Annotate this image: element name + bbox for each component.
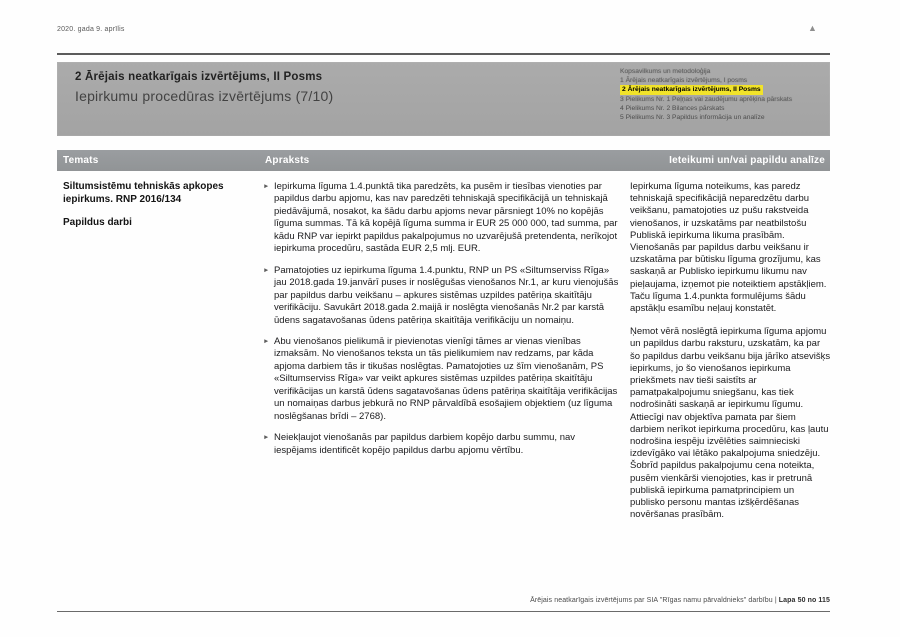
bullet-text: Pamatojoties uz iepirkuma līguma 1.4.punktu, RNP un PS «Siltumserviss Rīga» jau 2018.gada 19.janvārī puses ir noslēgušas vienošanos Nr.1, ar kuru vienojušās par papildus darbu veikšanu – apkures sistēmas uzpildes patēriņa skaitītāju verifikāciju. Savukārt 2018.gada 2.maijā ir noslēgta vienošanās Nr.2 par karstā ūdens sagatavošanas ūdens patēriņa skaitītāja verifikāciju un nomaiņu. — [274, 264, 619, 326]
document-date: 2020. gada 9. aprīlis — [57, 26, 125, 33]
toc-item-pielikums-1[interactable]: 3 Pielikums Nr. 1 Peļņas vai zaudējumu aprēķina pārskats — [620, 95, 793, 103]
column-header-ieteikumi: Ieteikumi un/vai papildu analīze — [669, 155, 825, 166]
bullet-triangle-icon: ► — [263, 434, 270, 442]
table-of-contents — [620, 67, 838, 122]
description-bullet — [263, 181, 620, 256]
recommendation-paragraph: Iepirkuma līguma noteikums, kas paredz tehniskajā specifikācijā neparedzētu darbu veikšanu, pamatojoties uz pušu rakstveida vienošanos, ir uzskatāms par neatbilstošu Publiskā iepirkuma likuma prasībām. Vienošanās par papildus darbu veikšanu ir uzskatāma par būtisku līguma grozījumu, kas saskaņā ar Publisko iepirkumu likumu nav pieļaujama, izņemot pie noteiktiem apstākļiem. Taču līguma 1.4.punkta formulējums šādu apstākļu esamību neļauj konstatēt. — [630, 181, 827, 315]
bullet-triangle-icon: ► — [263, 337, 270, 345]
bullet-triangle-icon: ► — [263, 183, 270, 190]
toc-item-kopsavilkums[interactable]: Kopsavilkums un metodoloģija — [620, 68, 711, 75]
description-column — [263, 181, 620, 466]
column-header-apraksts: Apraksts — [265, 155, 310, 166]
bottom-divider — [57, 611, 830, 612]
bullet-text: Abu vienošanos pielikumā ir pievienotas vienīgi tāmes ar vienas vienības izmaksām. No vienošanos teksta un tās pielikumiem nav redzams, par kāda apjoma darbiem tās ir tikušas noslēgtas. Pamatojoties uz šīm vienošanām, PS «Siltumserviss Rīga» var veikt apkures sistēmas uzpildes patēriņa skaitītāju verifikācijas un karstā ūdens sagatavošanas ūdens patēriņa skaitītāja verifikācijas un nomaiņas darbus jebkurā no RNP pārvaldībā esošajiem objektiem (uz līguma noslēgšanas brīdi – 2768). — [274, 335, 618, 422]
column-header-temats: Temats — [63, 155, 99, 166]
page-title: Iepirkumu procedūras izvērtējums (7/10) — [75, 88, 334, 104]
topic-title: Siltumsistēmu tehniskās apkopes iepirkums. RNP 2016/134 — [63, 181, 224, 205]
page-footer — [530, 597, 830, 604]
footer-report-title: Ārējais neatkarīgais izvērtējums par SIA "Rīgas namu pārvaldnieks" darbību — [530, 597, 773, 604]
footer-page-number: Lapa 50 no 115 — [778, 597, 830, 604]
top-divider — [57, 53, 830, 55]
footer-separator: | — [772, 597, 779, 604]
table-header-row — [57, 150, 830, 171]
logo-triangle-icon: ▲ — [808, 23, 817, 33]
bullet-triangle-icon: ► — [263, 266, 270, 274]
recommendations-column — [630, 181, 831, 532]
topic-column — [63, 181, 263, 228]
recommendation-paragraph: Ņemot vērā noslēgtā iepirkuma līguma apjomu un papildus darbu raksturu, uzskatām, ka par šo papildus darbu veikšanu bija jārīko atsevišķs iepirkums, jo šo vienošanos iepirkuma priekšmets nav tieši saistīts ar pamatpakalpojumu sniegšanu, kas tiek nodrošināti saskaņā ar iepirkumu līgumu. Attiecīgi nav objektīva pamata par šiem darbiem nerīkot iepirkuma procedūru, kas ļautu nodrošina iespēju izvēlēties saimnieciski izdevīgāko vai lētāko pakalpojuma sniedzēju. Šobrīd papildus pakalpojumu cena noteikta, pusēm vienkārši vienojoties, kas ir pretrunā publiskā iepirkuma pamatprincipiem un publisko personu mantas izšķērdēšanas novēršanas prasībām. — [630, 326, 831, 521]
description-bullet — [263, 432, 620, 457]
bullet-text: Neiekļaujot vienošanās par papildus darbiem kopējo darbu summu, nav iespējams identificēt kopējo papildus darbu apjomu vērtību. — [274, 432, 576, 456]
description-bullet — [263, 336, 620, 423]
toc-item-izvertejums-1-posms[interactable]: 1 Ārējais neatkarīgais izvērtējums, I posms — [620, 77, 748, 85]
toc-item-pielikums-2[interactable]: 4 Pielikums Nr. 2 Bilances pārskats — [620, 104, 725, 112]
bullet-text: Iepirkuma līguma 1.4.punktā tika paredzēts, ka pusēm ir tiesības vienoties par papildus darbu apjomu, kas nav paredzēti tehniskajā specifikācijā un tehniskajā piedāvājumā, nosakot, ka šādu darbu apjoms nevar pārsniegt 10% no kopējās līguma summas. Tā kā kopējā līguma summa ir EUR 25 000 000, tad summa, par kādu RNP var iepirkt papildus pakalpojumus no uzvarējušā pretendenta, nerīkojot iepirkuma procedūru, sastāda EUR 2,5 mlj. EUR. — [274, 181, 618, 255]
toc-item-izvertejums-2-posms-active[interactable]: 2 Ārējais neatkarīgais izvērtējums, II Posms — [622, 86, 761, 94]
toc-item-pielikums-3[interactable]: 5 Pielikums Nr. 3 Papildus informācija un analīze — [620, 114, 765, 122]
topic-subtitle: Papildus darbi — [63, 217, 132, 228]
section-title: 2 Ārējais neatkarīgais izvērtējums, II Posms — [75, 71, 323, 83]
description-bullet — [263, 265, 620, 327]
